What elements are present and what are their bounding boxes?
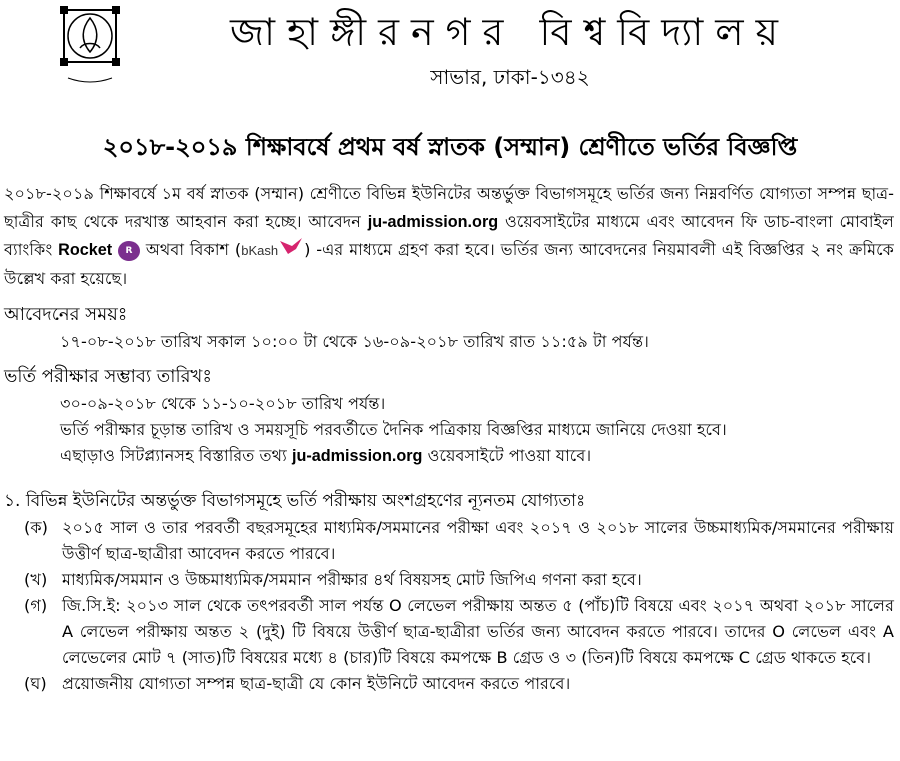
criteria-heading: ১. বিভিন্ন ইউনিটের অন্তর্ভুক্ত বিভাগসমূহে ভর্তি পরীক্ষায় অংশগ্রহণের ন্যূনতম যোগ্যতাঃ xyxy=(4,491,586,511)
list-item-mark: (গ) xyxy=(24,596,48,615)
criteria-list xyxy=(4,515,894,697)
letterhead xyxy=(0,0,900,100)
university-address: সাভার, ঢাকা-১৩৪২ xyxy=(430,65,590,89)
rocket-label: Rocket xyxy=(58,241,113,259)
intro-line-3c: ) -এর xyxy=(304,240,344,259)
list-item xyxy=(4,515,894,567)
list-item-text: প্রয়োজনীয় যোগ্যতা সম্পন্ন ছাত্র-ছাত্রী যে কোন ইউনিটে আবেদন করতে পারবে। xyxy=(62,674,571,693)
intro-line-2: নিম্নবর্ণিত যোগ্যতা সম্পন্ন ছাত্র-ছাত্রীর কাছ থেকে দরখাস্ত আহবান করা হচ্ছে। আবেদন xyxy=(4,184,894,231)
intro-line-4: মাধ্যমে গ্রহণ করা হবে। ভর্তির জন্য আবেদনের নিয়মাবলী এই বিজ্ঞপ্তির ২ নং ক্রমিকে উল্লেখ করা হয়েছে। xyxy=(4,240,894,288)
list-item xyxy=(4,593,894,671)
website-link[interactable]: ju-admission.org xyxy=(367,213,499,231)
intro-line-3: ওয়েবসাইটের মাধ্যমে এবং আবেদন ফি ডাচ-বাংলা মোবাইল ব্যাংকিং xyxy=(4,212,894,259)
notice-title: ২০১৮-২০১৯ শিক্ষাবর্ষে প্রথম বর্ষ স্নাতক (সম্মান) শ্রেণীতে ভর্তির বিজ্ঞপ্তি xyxy=(102,133,798,161)
intro-line-3b: অথবা বিকাশ ( xyxy=(145,240,242,259)
exam-date-line-3 xyxy=(4,443,894,469)
exam-date-line-3a: এছাড়াও সিটপ্ল্যানসহ বিস্তারিত তথ্য xyxy=(60,446,287,465)
intro-line-1: ২০১৮-২০১৯ শিক্ষাবর্ষে ১ম বর্ষ স্নাতক (সম্মান) শ্রেণীতে বিভিন্ন ইউনিটের অন্তর্ভুক্ত বিভাগসমূহে ভর্তির জন্য xyxy=(4,184,690,203)
list-item xyxy=(4,567,894,593)
notice-body xyxy=(4,180,894,697)
website-link-2[interactable]: ju-admission.org xyxy=(292,447,423,465)
bkash-logo-icon xyxy=(241,236,304,265)
application-time-heading: আবেদনের সময়ঃ xyxy=(4,304,128,325)
intro-paragraph xyxy=(4,180,894,293)
exam-date-heading: ভর্তি পরীক্ষার সম্ভাব্য তারিখঃ xyxy=(4,366,212,387)
list-item-mark: (ঘ) xyxy=(24,674,47,693)
bkash-label: bKash xyxy=(241,243,279,258)
rocket-logo-icon: R xyxy=(118,241,140,261)
list-item-mark: (খ) xyxy=(24,570,48,589)
exam-date-line-2: ভর্তি পরীক্ষার চূড়ান্ত তারিখ ও সময়সূচি পরবর্তীতে দৈনিক পত্রিকায় বিজ্ঞপ্তির মাধ্যমে জানিয়ে দেওয়া হবে। xyxy=(60,420,727,439)
list-item-text: ২০১৫ সাল ও তার পরবর্তী বছরসমূহের মাধ্যমিক/সমমানের পরীক্ষা এবং ২০১৭ ও ২০১৮ সালের উচ্চমাধ্যমিক/সমমানের পরীক্ষায় উত্তীর্ণ ছাত্র-ছাত্রীরা আবেদন করতে পারবে। xyxy=(62,518,894,563)
exam-date-line-1: ৩০-০৯-২০১৮ থেকে ১১-১০-২০১৮ তারিখ পর্যন্ত। xyxy=(60,394,386,413)
application-time-text: ১৭-০৮-২০১৮ তারিখ সকাল ১০:০০ টা থেকে ১৬-০৯-২০১৮ তারিখ রাত ১১:৫৯ টা পর্যন্ত। xyxy=(60,332,649,351)
list-item-text: মাধ্যমিক/সমমান ও উচ্চমাধ্যমিক/সমমান পরীক্ষার ৪র্থ বিষয়সহ মোট জিপিএ গণনা করা হবে। xyxy=(62,570,642,589)
list-item xyxy=(4,671,894,697)
list-item-text: জি.সি.ই: ২০১৩ সাল থেকে তৎপরবর্তী সাল পর্যন্ত O লেভেল পরীক্ষায় অন্তত ৫ (পাঁচ)টি বিষয়ে এবং ২০১৭ অথবা ২০১৮ সালের A লেভেল পরীক্ষায় অন্তত ২ (দুই) টি বিষয়ে উত্তীর্ণ ছাত্র-ছাত্রীরা ভর্তির জন্য আবেদন করতে পারবে। তাদের O লেভেল এবং A লেভেলের মোট ৭ (সাত)টি বিষয়ের মধ্যে ৪ (চার)টি বিষয়ে কমপক্ষে B গ্রেড ও ৩ (তিন)টি বিষয়ে কমপক্ষে C গ্রেড থাকতে হবে। xyxy=(62,596,894,667)
university-name: জাহাঙ্গীরনগর বিশ্ববিদ্যালয় xyxy=(230,10,790,54)
list-item-mark: (ক) xyxy=(24,518,48,537)
exam-date-line-3b: ওয়েবসাইটে পাওয়া যাবে। xyxy=(427,446,592,465)
university-logo xyxy=(58,4,122,90)
